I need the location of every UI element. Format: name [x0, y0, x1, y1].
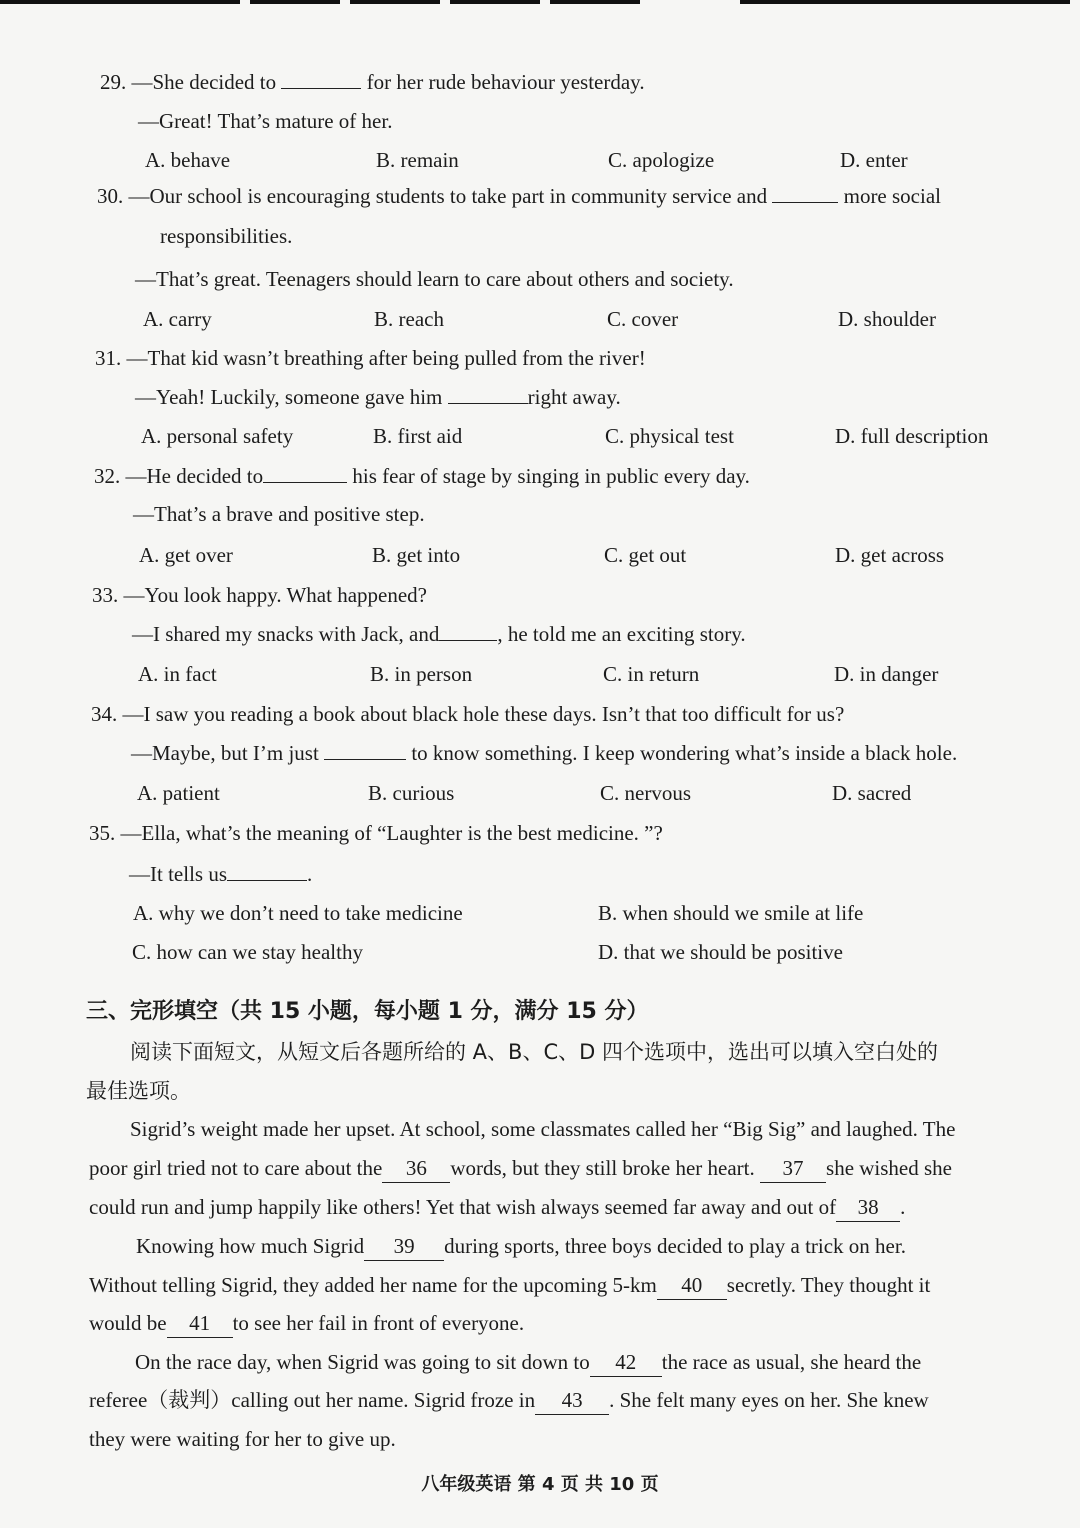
- question-29-reply: —Great! That’s mature of her.: [138, 109, 393, 133]
- passage-line: Knowing how much Sigrid 39 during sports, three boys decided to play a trick on her.: [136, 1232, 906, 1261]
- cloze-blank-36: 36: [382, 1154, 450, 1183]
- option-c: C. how can we stay healthy: [132, 940, 363, 964]
- option-b: B. remain: [376, 148, 459, 172]
- passage-line: Without telling Sigrid, they added her name for the upcoming 5-km 40 secretly. They thought it: [89, 1271, 930, 1300]
- question-31-prompt: 31. —That kid wasn’t breathing after being pulled from the river!: [95, 346, 646, 370]
- question-35-prompt: 35. —Ella, what’s the meaning of “Laughter is the best medicine. ”?: [89, 821, 663, 845]
- option-d: D. in danger: [834, 662, 939, 686]
- option-a: A. carry: [143, 307, 212, 331]
- cloze-blank-42: 42: [590, 1348, 662, 1377]
- question-32-prompt: 32. —He decided to his fear of stage by singing in public every day.: [94, 464, 750, 488]
- option-c: C. nervous: [600, 781, 691, 805]
- option-c: C. physical test: [605, 424, 734, 448]
- question-33-prompt: 33. —You look happy. What happened?: [92, 583, 427, 607]
- cloze-blank-40: 40: [657, 1271, 727, 1300]
- answer-blank: [439, 620, 497, 641]
- section-instruction: 阅读下面短文，从短文后各题所给的 A、B、C、D 四个选项中，选出可以填入空白处的: [130, 1040, 938, 1064]
- page-footer: 八年级英语 第 4 页 共 10 页: [421, 1474, 659, 1495]
- question-30-reply: —That’s great. Teenagers should learn to care about others and society.: [135, 267, 734, 291]
- option-a: A. personal safety: [141, 424, 294, 448]
- passage-line: would be 41 to see her fail in front of everyone.: [89, 1309, 524, 1338]
- question-34-reply: —Maybe, but I’m just to know something. I keep wondering what’s inside a black hole.: [131, 741, 958, 765]
- option-d: D. full description: [835, 424, 989, 448]
- cloze-blank-38: 38: [836, 1193, 900, 1222]
- answer-blank: [227, 860, 307, 881]
- section-instruction-cont: 最佳选项。: [86, 1079, 191, 1103]
- cloze-blank-39: 39: [364, 1232, 444, 1261]
- option-d: D. that we should be positive: [598, 940, 843, 964]
- passage-line: they were waiting for her to give up.: [89, 1427, 396, 1451]
- answer-blank: [281, 68, 361, 89]
- option-a: A. why we don’t need to take medicine: [133, 901, 463, 925]
- passage-line: poor girl tried not to care about the 36 words, but they still broke her heart. 37 she wished she: [89, 1154, 952, 1183]
- option-b: B. first aid: [373, 424, 463, 448]
- answer-blank: [448, 383, 528, 404]
- option-a: A. behave: [145, 148, 231, 172]
- option-a: A. get over: [139, 543, 233, 567]
- section-title: 三、完形填空（共 15 小题，每小题 1 分，满分 15 分）: [86, 999, 649, 1024]
- question-30-prompt-cont: responsibilities.: [160, 224, 293, 248]
- passage-line: referee（裁判）calling out her name. Sigrid froze in 43 . She felt many eyes on her. She knew: [89, 1386, 929, 1415]
- answer-blank: [324, 739, 406, 760]
- answer-blank: [263, 462, 347, 483]
- option-d: D. sacred: [832, 781, 912, 805]
- option-a: A. in fact: [138, 662, 217, 686]
- question-32-reply: —That’s a brave and positive step.: [133, 502, 425, 526]
- question-29-prompt: 29. —She decided to for her rude behaviour yesterday.: [100, 70, 645, 94]
- passage-line: could run and jump happily like others! Yet that wish always seemed far away and out of 38 .: [89, 1193, 905, 1222]
- option-d: D. get across: [835, 543, 945, 567]
- option-d: D. enter: [840, 148, 908, 172]
- option-b: B. reach: [374, 307, 444, 331]
- option-b: B. in person: [370, 662, 473, 686]
- passage-line: On the race day, when Sigrid was going to sit down to 42 the race as usual, she heard the: [135, 1348, 921, 1377]
- answer-blank: [772, 182, 838, 203]
- question-34-prompt: 34. —I saw you reading a book about black hole these days. Isn’t that too difficult for us?: [91, 702, 845, 726]
- option-b: B. when should we smile at life: [598, 901, 864, 925]
- option-c: C. get out: [604, 543, 687, 567]
- cloze-blank-43: 43: [535, 1386, 609, 1415]
- option-d: D. shoulder: [838, 307, 936, 331]
- cloze-blank-37: 37: [760, 1154, 826, 1183]
- cloze-blank-41: 41: [167, 1309, 233, 1338]
- option-c: C. apologize: [608, 148, 715, 172]
- question-35-reply: —It tells us .: [129, 862, 313, 886]
- option-a: A. patient: [137, 781, 220, 805]
- option-b: B. curious: [368, 781, 455, 805]
- question-33-reply: —I shared my snacks with Jack, and , he told me an exciting story.: [132, 622, 746, 646]
- option-c: C. in return: [603, 662, 700, 686]
- option-b: B. get into: [372, 543, 461, 567]
- question-31-reply: —Yeah! Luckily, someone gave him right away.: [135, 385, 621, 409]
- passage-line: Sigrid’s weight made her upset. At school, some classmates called her “Big Sig” and laughed. The: [130, 1117, 956, 1141]
- option-c: C. cover: [607, 307, 679, 331]
- question-30-prompt: 30. —Our school is encouraging students to take part in community service and more social: [97, 184, 941, 208]
